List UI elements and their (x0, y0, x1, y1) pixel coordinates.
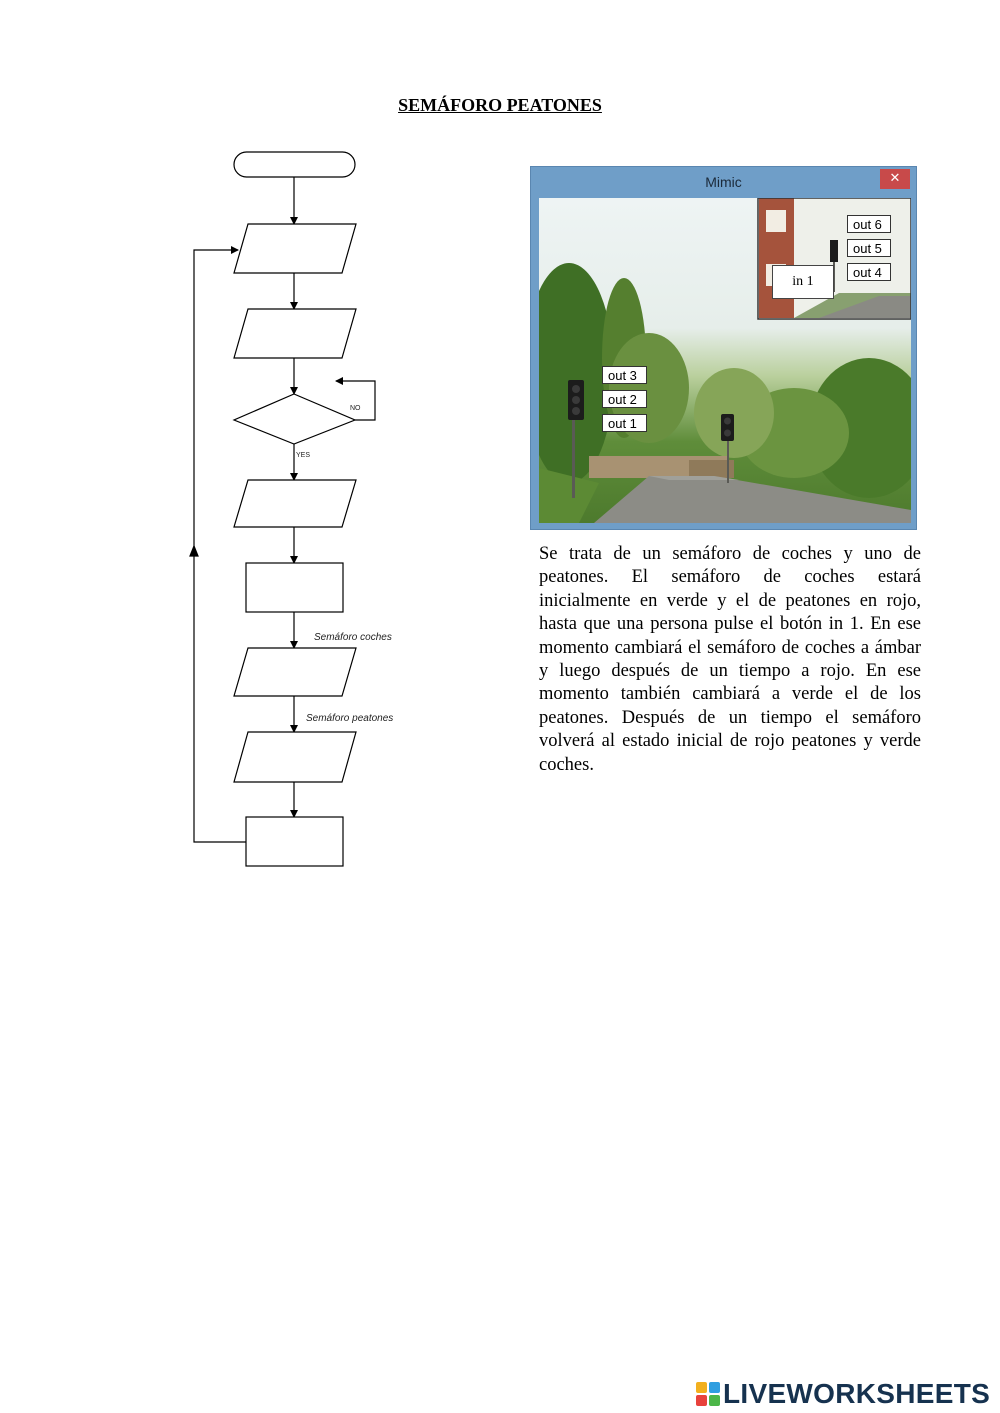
logo-square-2 (709, 1382, 720, 1393)
liveworksheets-logo (696, 1378, 990, 1410)
input-shape-4 (234, 648, 356, 696)
mimic-window (530, 166, 917, 530)
label-semaforo-coches: Semáforo coches (314, 632, 392, 643)
out2-button[interactable]: out 2 (602, 390, 647, 408)
close-icon[interactable]: ✕ (880, 169, 910, 189)
mimic-title: Mimic (705, 174, 742, 190)
brand-name: LIVEWORKSHEETS (723, 1378, 991, 1409)
out6-button[interactable]: out 6 (847, 215, 891, 233)
mimic-scene (539, 198, 911, 523)
flowchart (0, 0, 520, 900)
process-box-2 (246, 817, 343, 866)
description-paragraph: Se trata de un semáforo de coches y uno de peatones. El semáforo de coches estará inicialmente en verde y el de peatones en rojo, hasta que una persona pulse el botón in 1. En ese momento cambiará el semáforo de coches a ámbar y luego después de un tiempo a rojo. En ese momento también cambiará a verde el de los peatones. Después de un tiempo el semáforo volverá al estado inicial de rojo peatones y verde coches. (539, 544, 921, 775)
logo-mark-icon (696, 1382, 720, 1406)
decision-yes-label: YES (296, 452, 311, 459)
out3-button[interactable]: out 3 (602, 366, 647, 384)
out5-button[interactable]: out 5 (847, 239, 891, 257)
input-shape-3 (234, 480, 356, 527)
decision-no-label: NO (350, 405, 361, 412)
out4-button[interactable]: out 4 (847, 263, 891, 281)
start-terminator (234, 152, 355, 177)
logo-square-4 (709, 1395, 720, 1406)
logo-square-1 (696, 1382, 707, 1393)
input-shape-2 (234, 309, 356, 358)
process-box-1 (246, 563, 343, 612)
decision-diamond (234, 394, 355, 444)
logo-square-3 (696, 1395, 707, 1406)
in1-button[interactable]: in 1 (772, 265, 834, 299)
input-shape-1 (234, 224, 356, 273)
input-shape-5 (234, 732, 356, 782)
out1-button[interactable]: out 1 (602, 414, 647, 432)
label-semaforo-peatones: Semáforo peatones (306, 713, 394, 724)
page-title: SEMÁFORO PEATONES (398, 95, 602, 115)
